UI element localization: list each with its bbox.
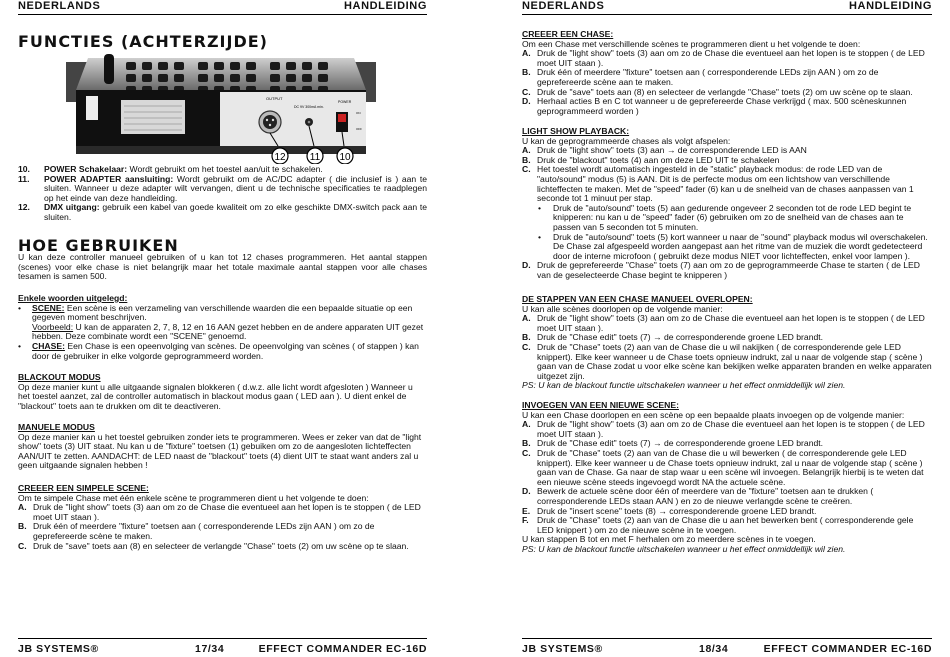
invoegen-ps: PS: U kan de blackout functie uitschakelen wanneer u het effect onmiddellijk wil zien. — [522, 543, 846, 554]
invoegen-section — [522, 401, 932, 555]
dc-label: DC 9V 300mA min. — [294, 105, 324, 109]
chase-definition: • CHASE: Een Chase is een opeenvolging van scènes. De opeenvolging van scènes ( of stappen ) kan door de gebruiker in elke volgorde geprogrammeerd worden. — [18, 340, 419, 361]
on-label: ON — [356, 111, 361, 115]
manuele-title: MANUELE MODUS — [18, 422, 95, 432]
step-a: A. Druk de "light show" toets (3) aan → de corresponderende LED is AAN — [522, 145, 807, 156]
enkele-woorden-title: Enkele woorden uitgelegd: — [18, 293, 128, 303]
section-title-functies: FUNCTIES (ACHTERZIJDE) — [18, 32, 268, 51]
playback-sub-2: • Druk de "auto/sound" toets (5) kort wanneer u naar de "sound" playback modus wil overschakelen. De Chase zal afgespeeld worden aangepast aan het ritme van de muziek die wordt gedetecteerd door de interne microfoon ( gebruikt deze modus NIET voor lichteffecten, enkel voor lampen ). — [538, 231, 928, 261]
playback-intro: U kan de geprogrammeerde chases als volgt afspelen: — [522, 135, 731, 146]
creeer-simpele-title: CREEER EEN SIMPELE SCENE: — [18, 483, 149, 493]
functie-11: 11. POWER ADAPTER aansluiting: Wordt gebruikt om de AC/DC adapter ( die inclusief is ) aan te sluiten. Wanneer u deze adapter wilt vervangen, dient u de technische specificaties te raadplegen op het einde van deze handleiding. — [18, 173, 428, 203]
blackout-title: BLACKOUT MODUS — [18, 372, 101, 382]
step-c: C. Druk de "Chase" toets (2) aan van de Chase die u wil nakijken ( de corresponderende gele LED knippert). Elke keer wanneer u de Chase toets opnieuw indrukt, zal u naar de volgende stap ( scène ) gaan van de Chase zodat u voor elke scène kan bekijken welke apparaten branden en welke apparaten uitgezet zijn. — [522, 341, 932, 381]
stappen-title: DE STAPPEN VAN EEN CHASE MANUEEL OVERLOPEN: — [522, 294, 753, 304]
playback-title: LIGHT SHOW PLAYBACK: — [522, 126, 630, 136]
footer-brand: JB SYSTEMS® — [522, 643, 603, 655]
step-c: C. Druk de "save" toets aan (8) en selecteer de verlangde "Chase" toets (2) om uw scène op te slaan. — [18, 540, 409, 551]
callout-12: 12 — [274, 152, 286, 163]
step-d: D. Bewerk de actuele scène door één of meerdere van de "fixture" toetsen aan te drukken ( corresponderende LEDs staan AAN ) en zo de nieuwe verlangde scène te creëren. — [522, 486, 874, 506]
page-footer — [522, 638, 932, 655]
step-a: A. Druk de "light show" toets (3) aan om zo de Chase die eventueel aan het lopen is te stoppen ( de LED moet UIT staan ). — [18, 502, 421, 522]
step-a: A. Druk de "light show" toets (3) aan om zo de Chase die eventueel aan het lopen is te stoppen ( de LED moet UIT staan ). — [522, 419, 925, 439]
enkele-woorden-section — [18, 294, 427, 361]
functies-list — [18, 165, 427, 223]
intro-paragraph: U kan deze controller manueel gebruiken of u kan tot 12 chases programmeren. Het aantal stappen (scenes) voor elke chase is niet belangrijk maar het totale maximale aantal stappen voor alle chases tesamen is samen 500. — [18, 252, 427, 282]
output-label: OUTPUT — [266, 96, 283, 101]
footer-page-number: 18/34 — [699, 643, 729, 655]
stappen-ps: PS: U kan de blackout functie uitschakelen wanneer u het effect onmiddellijk wil zien. — [522, 380, 846, 391]
invoegen-title: INVOEGEN VAN EEN NIEUWE SCENE: — [522, 400, 679, 410]
footer-product: EFFECT COMMANDER EC-16D — [258, 643, 427, 655]
step-b: B. Druk de "Chase edit" toets (7) → de corresponderende groene LED brandt. — [522, 438, 824, 449]
device-rear-photo — [66, 50, 376, 164]
footer-brand: JB SYSTEMS® — [18, 643, 99, 655]
header-language: NEDERLANDS — [18, 0, 101, 12]
page-header — [522, 0, 932, 15]
step-c: C. Het toestel wordt automatisch ingesteld in de "static" playback modus: de rode LED van de "auto/sound" modus (5) is AAN. Dit is de perfecte modus om een lichtshow van verschillende lichteffecten te maken. Met de "speed" fader (6) kan u de snelheid van de chases aanpassen van 1 seconde tot 1 minuut per stap. — [522, 164, 914, 204]
step-a: A. Druk de "light show" toets (3) aan om zo de Chase die eventueel aan het lopen is te stoppen ( de LED moet UIT staan ). — [522, 313, 925, 333]
creeer-chase-intro: Om een Chase met verschillende scènes te programmeren dient u het volgende te doen: — [522, 38, 861, 49]
step-b: B. Druk één of meerdere "fixture" toetsen aan ( corresponderende LEDs zijn AAN ) om zo de geprefereerde scène aan te maken. — [522, 67, 879, 87]
blackout-text: Op deze manier kunt u alle uitgaande signalen blokkeren ( d.w.z. alle licht wordt afgesloten ) Wanneer u het toestel aanzet, zal de controller automatisch in blackout modus gaan ( LED aan ). U dient enkel de "blackout" toets aan te drukken om dit te deactiveren. — [18, 381, 413, 411]
device-illustration — [66, 50, 376, 164]
footer-page-number: 17/34 — [195, 643, 225, 655]
manuele-section — [18, 423, 427, 471]
step-b: B. Druk één of meerdere "fixture" toetsen aan ( corresponderende LEDs zijn AAN ) om zo de geprefereerde scène te maken. — [18, 521, 375, 541]
stappen-section — [522, 295, 932, 391]
fader-knob — [104, 54, 114, 84]
header-manual: HANDLEIDING — [849, 0, 932, 12]
power-label: POWER — [338, 100, 352, 104]
functie-10: 10. POWER Schakelaar: Wordt gebruikt om het toestel aan/uit te schakelen. — [18, 164, 323, 174]
section-title-hoe-gebruiken: HOE GEBRUIKEN — [18, 236, 179, 255]
step-c: C. Druk de "save" toets aan (8) en selecteer de verlangde "Chase" toets (2) om uw scène op te slaan. — [522, 86, 913, 97]
header-language: NEDERLANDS — [522, 0, 605, 12]
playback-sub-1: • Druk de "auto/sound" toets (5) aan gedurende ongeveer 2 seconden tot de rode LED begint te knipperen: nu kan u de "speed" fader (6) gebruiken om zo de snelheid van de chases aan te passen van 5 seconden tot 5 minuten. — [538, 202, 912, 232]
invoegen-intro: U kan een Chase doorlopen en een scène op een bepaalde plaats invoegen op de volgende manier: — [522, 409, 905, 420]
left-page — [18, 0, 427, 654]
callouts — [272, 148, 353, 164]
manuele-text: Op deze manier kan u het toestel gebruiken zonder iets te programmeren. Wees er zeker van dat de "light show" toets (3) UIT staat. Nu kan u de "fixture" toetsen (1) gebuiken om zo de aangesloten lichteffecten AAN/UIT te zetten. AANDACHT: de LED naast de "blackout" toets (4) dient UIT te staat want anders zal u geen uitgaande signalen hebben ! — [18, 431, 422, 471]
step-d: D. Druk de geprefereerde "Chase" toets (7) aan om zo de geprogrammeerde Chase te starten ( de LED van de geselecteerde Chase begint te knipperen ) — [522, 260, 920, 280]
blackout-section — [18, 373, 427, 411]
invoegen-outro: U kan stappen B tot en met F herhalen om zo meerdere scènes in te voegen. — [522, 534, 816, 545]
functie-12: 12. DMX uitgang: gebruik een kabel van goede kwaliteit om zo elke geschikte DMX-switch pack aan te sluiten. — [18, 202, 427, 222]
creeer-chase-title: CREEER EEN CHASE: — [522, 29, 614, 39]
page-header — [18, 0, 427, 15]
callout-10: 10 — [339, 152, 351, 163]
footer-product: EFFECT COMMANDER EC-16D — [763, 643, 932, 655]
step-f: F. Druk de "Chase" toets (2) aan van de Chase die u aan het bewerken bent ( corresponderende gele LED knippert ) om zo de nieuwe scène in te voegen. — [522, 515, 914, 535]
page-footer — [18, 638, 427, 655]
step-c: C. Druk de "Chase" toets (2) aan van de Chase die u wil bewerken ( de corresponderende gele LED knippert). Elke keer wanneer u de Chase toets opnieuw indrukt, zal u naar de volgende stap ( scène ) gaan van de Chase. Ga naar de stap waar u een scène wil invoegen. Belangrijk hierbij is te weten dat een nieuwe scène steeds ingevoegd wordt NA the actuele scène. — [522, 447, 924, 487]
creeer-simpele-section — [18, 484, 427, 551]
step-e: E. Druk de "insert scene" toets (8) → corresponderende groene LED brandt. — [522, 505, 817, 516]
playback-section — [522, 127, 932, 281]
scene-definition: • SCENE: Een scène is een verzameling van verschillende waarden die een bepaalde situatie op een gegeven moment beschrijven. Voorbeeld: U kan de apparaten 2, 7, 8, 12 en 16 AAN gezet hebben en de andere apparaten UIT gezet hebben. Deze combinate wordt een "SCENE" genoemd. — [18, 302, 424, 342]
creeer-chase-section — [522, 30, 932, 116]
creeer-simpele-intro: Om te simpele Chase met één enkele scène te programmeren dient u het volgende te doen: — [18, 492, 369, 503]
off-label: OFF — [356, 127, 362, 131]
step-b: B. Druk de "blackout" toets (4) aan om deze LED UIT te schakelen — [522, 154, 780, 165]
stappen-intro: U kan alle scènes doorlopen op de volgende manier: — [522, 303, 723, 314]
right-page — [522, 0, 932, 654]
step-d: D. Herhaal acties B en C tot wanneer u de geprefereerde Chase verkrijgd ( max. 500 scèneskunnen geprogrammeerd worden ) — [522, 96, 907, 116]
step-a: A. Druk de "light show" toets (3) aan om zo de Chase die eventueel aan het lopen is te stoppen ( de LED moet UIT staan ). — [522, 48, 925, 68]
callout-11: 11 — [309, 152, 321, 163]
header-manual: HANDLEIDING — [344, 0, 427, 12]
step-b: B. Druk de "Chase edit" toets (7) → de corresponderende groene LED brandt. — [522, 332, 824, 343]
